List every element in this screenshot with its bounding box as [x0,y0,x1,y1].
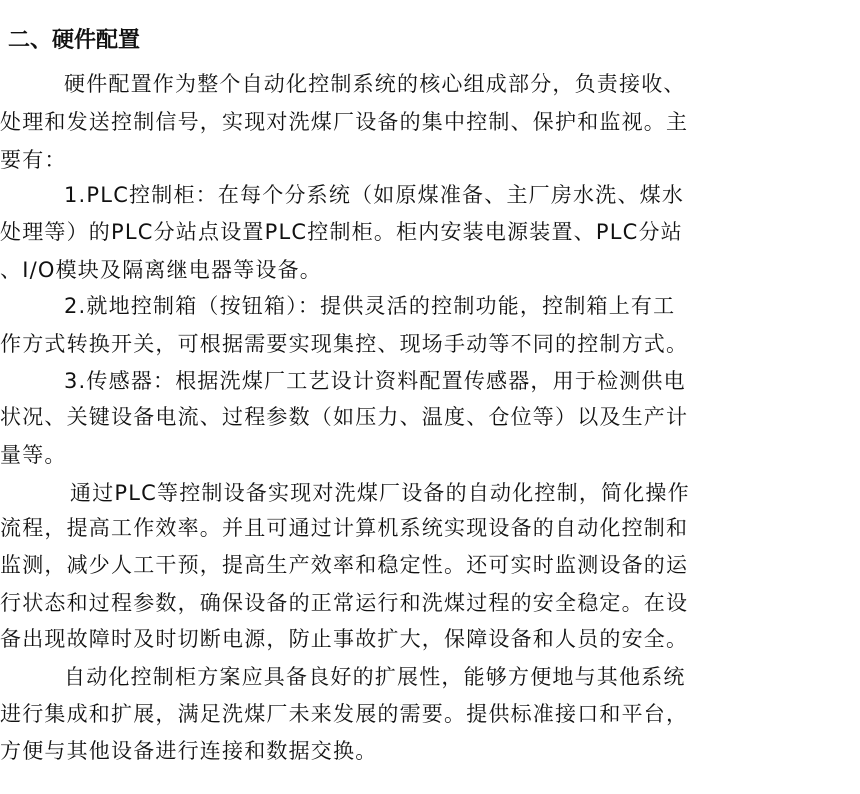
list-item-line: 量等。 [0,443,67,467]
paragraph-line: 通过PLC等控制设备实现对洗煤厂设备的自动化控制，简化操作 [70,481,690,505]
paragraph-line: 自动化控制柜方案应具备良好的扩展性，能够方便地与其他系统 [64,665,686,689]
list-item-line: 、I/O模块及隔离继电器等设备。 [0,258,322,282]
paragraph-line: 要有： [0,148,67,172]
paragraph-line: 流程，提高工作效率。并且可通过计算机系统实现设备的自动化控制和 [0,516,689,540]
list-item-line: 1.PLC控制柜：在每个分系统（如原煤准备、主厂房水洗、煤水 [64,183,685,207]
list-item-line: 处理等）的PLC分站点设置PLC控制柜。柜内安装电源装置、PLC分站 [0,220,683,244]
paragraph-line: 方便与其他设备进行连接和数据交换。 [0,739,378,763]
paragraph-line: 进行集成和扩展，满足洗煤厂未来发展的需要。提供标准接口和平台， [0,702,689,726]
paragraph-line: 行状态和过程参数，确保设备的正常运行和洗煤过程的安全稳定。在设 [0,591,689,615]
list-item-line: 2.就地控制箱（按钮箱）：提供灵活的控制功能，控制箱上有工 [64,294,676,318]
list-item-line: 3.传感器：根据洗煤厂工艺设计资料配置传感器，用于检测供电 [64,369,686,393]
list-item-line: 作方式转换开关，可根据需要实现集控、现场手动等不同的控制方式。 [0,332,689,356]
list-item-line: 状况、关键设备电流、过程参数（如压力、温度、仓位等）以及生产计 [0,405,689,429]
paragraph-line: 处理和发送控制信号，实现对洗煤厂设备的集中控制、保护和监视。主 [0,110,689,134]
section-heading: 二、硬件配置 [8,28,141,53]
paragraph-line: 监测，减少人工干预，提高生产效率和稳定性。还可实时监测设备的运 [0,553,689,577]
paragraph-line: 备出现故障时及时切断电源，防止事故扩大，保障设备和人员的安全。 [0,627,689,651]
paragraph-line: 硬件配置作为整个自动化控制系统的核心组成部分，负责接收、 [64,72,686,96]
